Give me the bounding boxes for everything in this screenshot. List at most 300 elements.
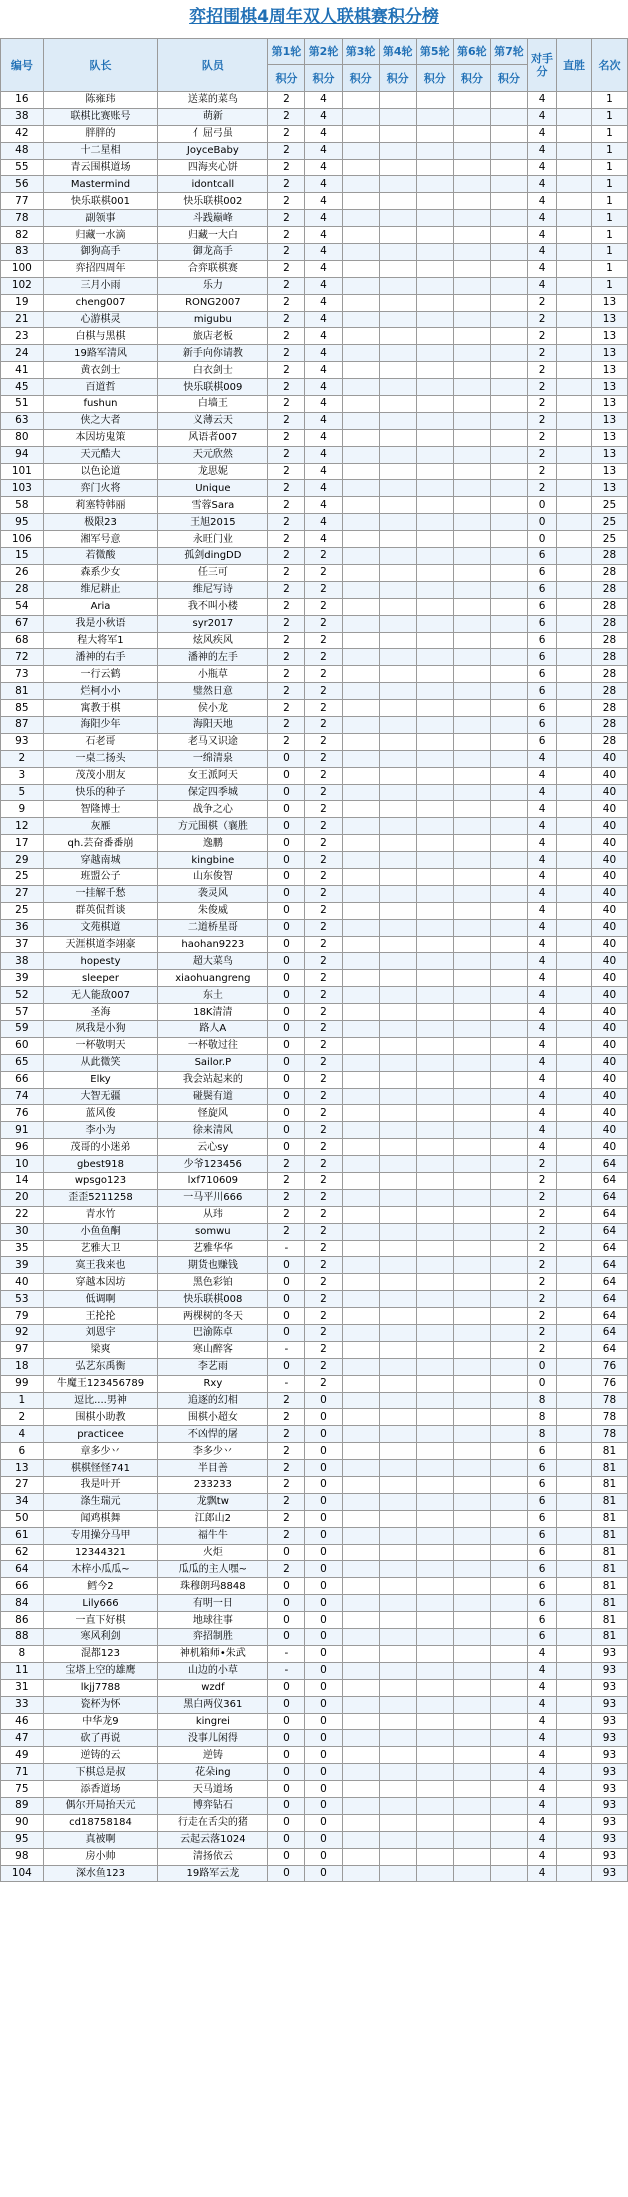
cell-member: 王旭2015 [158,514,268,531]
cell-id: 39 [1,970,44,987]
page-title-text: 弈招围棋4周年双人联棋赛积分榜 [189,7,439,27]
cell-captain: 穿越南城 [43,852,158,869]
cell-captain: cheng007 [43,294,158,311]
cell-rank: 64 [591,1156,627,1173]
cell-captain: 维尼耕止 [43,581,158,598]
cell-r3 [342,767,379,784]
cell-id: 20 [1,1189,44,1206]
cell-r7 [490,1037,527,1054]
cell-opp-score: 4 [527,936,556,953]
cell-r2: 4 [305,379,342,396]
cell-id: 87 [1,716,44,733]
cell-r7 [490,1679,527,1696]
cell-r1: 0 [268,1274,305,1291]
cell-opp-score: 6 [527,1578,556,1595]
cell-r2: 0 [305,1730,342,1747]
cell-r6 [453,953,490,970]
cell-member: Sailor.P [158,1054,268,1071]
cell-captain: 森系少女 [43,564,158,581]
cell-opp-score: 4 [527,142,556,159]
cell-r1: 0 [268,1713,305,1730]
cell-opp-score: 4 [527,919,556,936]
cell-r1: 0 [268,1848,305,1865]
cell-r1: 2 [268,108,305,125]
table-row [1,514,628,531]
cell-r5 [416,446,453,463]
cell-r7 [490,1206,527,1223]
cell-direct-win [557,1764,592,1781]
cell-r4 [379,514,416,531]
cell-direct-win [557,1274,592,1291]
cell-r4 [379,683,416,700]
cell-r1: 0 [268,1071,305,1088]
cell-direct-win [557,1173,592,1190]
cell-r2: 2 [305,919,342,936]
cell-id: 61 [1,1527,44,1544]
table-row [1,142,628,159]
cell-direct-win [557,244,592,261]
cell-captain: 逗比....男神 [43,1392,158,1409]
cell-r7 [490,902,527,919]
table-row [1,1797,628,1814]
cell-id: 24 [1,345,44,362]
cell-r2: 2 [305,598,342,615]
cell-r2: 4 [305,294,342,311]
cell-rank: 1 [591,210,627,227]
cell-direct-win [557,1223,592,1240]
cell-member: 义薄云天 [158,412,268,429]
cell-direct-win [557,159,592,176]
table-row [1,1139,628,1156]
cell-direct-win [557,835,592,852]
cell-r5 [416,885,453,902]
table-row [1,1071,628,1088]
cell-r4 [379,1662,416,1679]
cell-r5 [416,1409,453,1426]
table-row [1,801,628,818]
cell-r5 [416,1156,453,1173]
cell-member: 山边的小草 [158,1662,268,1679]
cell-r5 [416,1679,453,1696]
cell-r4 [379,294,416,311]
cell-rank: 28 [591,700,627,717]
cell-r2: 0 [305,1426,342,1443]
cell-member: 袭灵风 [158,885,268,902]
cell-opp-score: 4 [527,818,556,835]
cell-opp-score: 4 [527,1105,556,1122]
cell-rank: 28 [591,581,627,598]
cell-r4 [379,987,416,1004]
cell-r1: 2 [268,176,305,193]
cell-rank: 93 [591,1645,627,1662]
cell-r5 [416,1308,453,1325]
cell-rank: 28 [591,733,627,750]
cell-id: 13 [1,1460,44,1477]
cell-r5 [416,480,453,497]
cell-r2: 4 [305,260,342,277]
cell-r2: 0 [305,1713,342,1730]
cell-captain: 一杯敬明天 [43,1037,158,1054]
cell-r1: 2 [268,1206,305,1223]
cell-member: 亻屈弓虽 [158,125,268,142]
cell-r6 [453,615,490,632]
cell-opp-score: 4 [527,1679,556,1696]
table-row [1,598,628,615]
table-row [1,1561,628,1578]
cell-member: 女王派阿天 [158,767,268,784]
cell-r1: 2 [268,1443,305,1460]
cell-direct-win [557,1460,592,1477]
cell-direct-win [557,379,592,396]
cell-rank: 13 [591,480,627,497]
cell-r7 [490,1831,527,1848]
cell-r7 [490,1645,527,1662]
cell-rank: 25 [591,497,627,514]
cell-opp-score: 0 [527,1358,556,1375]
cell-r1: 2 [268,1189,305,1206]
cell-r6 [453,987,490,1004]
cell-r2: 4 [305,362,342,379]
cell-rank: 93 [591,1848,627,1865]
cell-member: 碰鬓有道 [158,1088,268,1105]
cell-r5 [416,159,453,176]
cell-id: 93 [1,733,44,750]
cell-direct-win [557,108,592,125]
cell-opp-score: 4 [527,1831,556,1848]
cell-r7 [490,632,527,649]
header-round-5: 第5轮 [416,39,453,65]
cell-captain: 闻鸡棋舞 [43,1510,158,1527]
cell-id: 47 [1,1730,44,1747]
cell-r6 [453,159,490,176]
cell-r3 [342,750,379,767]
cell-r5 [416,1831,453,1848]
cell-r1: 2 [268,666,305,683]
cell-r1: 2 [268,480,305,497]
cell-id: 28 [1,581,44,598]
header-id: 编号 [1,39,44,92]
table-row [1,1612,628,1629]
cell-r1: 0 [268,1696,305,1713]
cell-r5 [416,1375,453,1392]
cell-member: 地球往事 [158,1612,268,1629]
cell-id: 59 [1,1020,44,1037]
cell-r6 [453,666,490,683]
cell-r4 [379,277,416,294]
cell-r6 [453,345,490,362]
cell-direct-win [557,987,592,1004]
cell-r5 [416,362,453,379]
cell-r3 [342,1578,379,1595]
cell-id: 4 [1,1426,44,1443]
cell-r6 [453,108,490,125]
cell-id: 64 [1,1561,44,1578]
cell-r7 [490,1713,527,1730]
cell-r3 [342,1544,379,1561]
cell-member: kingrei [158,1713,268,1730]
cell-r6 [453,548,490,565]
cell-opp-score: 6 [527,1443,556,1460]
cell-rank: 40 [591,1004,627,1021]
cell-member: 19路军云龙 [158,1865,268,1882]
cell-opp-score: 4 [527,1037,556,1054]
cell-r3 [342,936,379,953]
cell-direct-win [557,1527,592,1544]
cell-r5 [416,463,453,480]
cell-r4 [379,700,416,717]
cell-direct-win [557,125,592,142]
cell-id: 79 [1,1308,44,1325]
cell-captain: 青云围棋道场 [43,159,158,176]
table-row [1,1308,628,1325]
cell-member: 萌新 [158,108,268,125]
cell-opp-score: 6 [527,1527,556,1544]
cell-r3 [342,193,379,210]
cell-r4 [379,1781,416,1798]
table-row [1,564,628,581]
cell-rank: 81 [591,1629,627,1646]
cell-r1: 2 [268,649,305,666]
cell-r6 [453,835,490,852]
cell-r6 [453,412,490,429]
cell-r6 [453,700,490,717]
table-row [1,818,628,835]
header-score-5: 积分 [416,65,453,92]
cell-r1: 2 [268,142,305,159]
table-row [1,666,628,683]
cell-r3 [342,548,379,565]
cell-id: 89 [1,1797,44,1814]
cell-id: 9 [1,801,44,818]
cell-rank: 93 [591,1730,627,1747]
cell-id: 27 [1,1477,44,1494]
cell-r5 [416,1325,453,1342]
cell-captain: 黄衣剑士 [43,362,158,379]
cell-r6 [453,683,490,700]
cell-rank: 40 [591,852,627,869]
cell-opp-score: 4 [527,1781,556,1798]
cell-r6 [453,1629,490,1646]
cell-r6 [453,531,490,548]
cell-rank: 40 [591,919,627,936]
cell-r2: 4 [305,227,342,244]
cell-r3 [342,227,379,244]
cell-direct-win [557,970,592,987]
cell-r1: 0 [268,1578,305,1595]
cell-r4 [379,1764,416,1781]
cell-member: 福牛牛 [158,1527,268,1544]
cell-opp-score: 4 [527,244,556,261]
cell-r2: 4 [305,463,342,480]
cell-r1: 2 [268,311,305,328]
cell-r2: 2 [305,936,342,953]
cell-r6 [453,1814,490,1831]
cell-r2: 0 [305,1460,342,1477]
header-round-7: 第7轮 [490,39,527,65]
cell-direct-win [557,1629,592,1646]
cell-r2: 2 [305,1139,342,1156]
cell-r3 [342,801,379,818]
cell-r5 [416,581,453,598]
cell-r5 [416,700,453,717]
cell-r1: 0 [268,1325,305,1342]
cell-opp-score: 4 [527,1088,556,1105]
header-row-1 [1,39,628,65]
cell-r7 [490,531,527,548]
cell-r5 [416,1662,453,1679]
cell-member: Unique [158,480,268,497]
cell-r5 [416,784,453,801]
cell-r5 [416,1477,453,1494]
cell-r3 [342,1460,379,1477]
cell-r1: 2 [268,716,305,733]
cell-captain: 小鱼鱼酮 [43,1223,158,1240]
cell-captain: 侠之大者 [43,412,158,429]
table-row [1,1781,628,1798]
cell-opp-score: 6 [527,632,556,649]
cell-r3 [342,379,379,396]
cell-rank: 40 [591,1088,627,1105]
cell-id: 67 [1,615,44,632]
cell-captain: 石老哥 [43,733,158,750]
cell-rank: 28 [591,683,627,700]
cell-opp-score: 4 [527,1662,556,1679]
cell-member: 超大菜鸟 [158,953,268,970]
cell-r5 [416,412,453,429]
cell-direct-win [557,1747,592,1764]
table-row [1,852,628,869]
table-row [1,1477,628,1494]
cell-r4 [379,1004,416,1021]
cell-r7 [490,581,527,598]
cell-rank: 28 [591,548,627,565]
cell-direct-win [557,1122,592,1139]
cell-opp-score: 6 [527,1561,556,1578]
cell-r7 [490,159,527,176]
cell-r4 [379,379,416,396]
cell-r5 [416,396,453,413]
cell-id: 48 [1,142,44,159]
cell-r2: 0 [305,1797,342,1814]
cell-rank: 78 [591,1426,627,1443]
cell-r5 [416,1088,453,1105]
cell-opp-score: 6 [527,1544,556,1561]
cell-id: 27 [1,885,44,902]
cell-r7 [490,379,527,396]
cell-r7 [490,1139,527,1156]
cell-r6 [453,379,490,396]
cell-member: 东土 [158,987,268,1004]
cell-r7 [490,514,527,531]
table-row [1,1443,628,1460]
cell-rank: 40 [591,987,627,1004]
cell-captain: Lily666 [43,1595,158,1612]
cell-member: 追逐的幻相 [158,1392,268,1409]
cell-r2: 2 [305,784,342,801]
cell-member: 新手向你请教 [158,345,268,362]
cell-r2: 2 [305,1223,342,1240]
cell-r1: 2 [268,277,305,294]
cell-r3 [342,581,379,598]
cell-r5 [416,716,453,733]
cell-r4 [379,1848,416,1865]
cell-rank: 81 [591,1578,627,1595]
table-row [1,919,628,936]
cell-opp-score: 4 [527,125,556,142]
cell-r2: 4 [305,142,342,159]
cell-r6 [453,362,490,379]
cell-r7 [490,497,527,514]
cell-r3 [342,666,379,683]
cell-r4 [379,1156,416,1173]
cell-member: 火炬 [158,1544,268,1561]
cell-r4 [379,142,416,159]
cell-captain: 宝塔上空的雄鹰 [43,1662,158,1679]
cell-member: 御龙高手 [158,244,268,261]
cell-member: 花朵ing [158,1764,268,1781]
cell-member: 行走在舌尖的猪 [158,1814,268,1831]
cell-r6 [453,1493,490,1510]
cell-id: 25 [1,902,44,919]
cell-captain: 穿越本因坊 [43,1274,158,1291]
cell-r4 [379,1510,416,1527]
cell-id: 80 [1,429,44,446]
cell-member: 二道桥星哥 [158,919,268,936]
cell-direct-win [557,1341,592,1358]
cell-opp-score: 6 [527,598,556,615]
cell-r6 [453,1358,490,1375]
cell-opp-score: 6 [527,1629,556,1646]
cell-r5 [416,1645,453,1662]
cell-captain: 白棋与黑棋 [43,328,158,345]
cell-r5 [416,1781,453,1798]
cell-opp-score: 2 [527,446,556,463]
cell-opp-score: 4 [527,987,556,1004]
cell-opp-score: 4 [527,868,556,885]
cell-r7 [490,1122,527,1139]
cell-r7 [490,311,527,328]
cell-r4 [379,328,416,345]
cell-r5 [416,1848,453,1865]
cell-r5 [416,868,453,885]
cell-r5 [416,666,453,683]
table-row [1,227,628,244]
cell-captain: 牛魔王123456789 [43,1375,158,1392]
cell-captain: 圣海 [43,1004,158,1021]
cell-r3 [342,1510,379,1527]
cell-rank: 40 [591,936,627,953]
cell-r3 [342,108,379,125]
cell-captain: 湘军号意 [43,531,158,548]
table-row [1,1595,628,1612]
cell-r3 [342,885,379,902]
cell-r1: 2 [268,412,305,429]
cell-rank: 64 [591,1274,627,1291]
cell-opp-score: 6 [527,700,556,717]
cell-r3 [342,1274,379,1291]
header-rank: 名次 [591,39,627,92]
cell-opp-score: 4 [527,92,556,109]
cell-direct-win [557,564,592,581]
cell-r6 [453,1595,490,1612]
cell-captain: 快乐联棋001 [43,193,158,210]
cell-id: 38 [1,953,44,970]
table-row [1,1020,628,1037]
header-score-7: 积分 [490,65,527,92]
cell-opp-score: 6 [527,1510,556,1527]
cell-r2: 2 [305,1341,342,1358]
cell-r6 [453,1375,490,1392]
